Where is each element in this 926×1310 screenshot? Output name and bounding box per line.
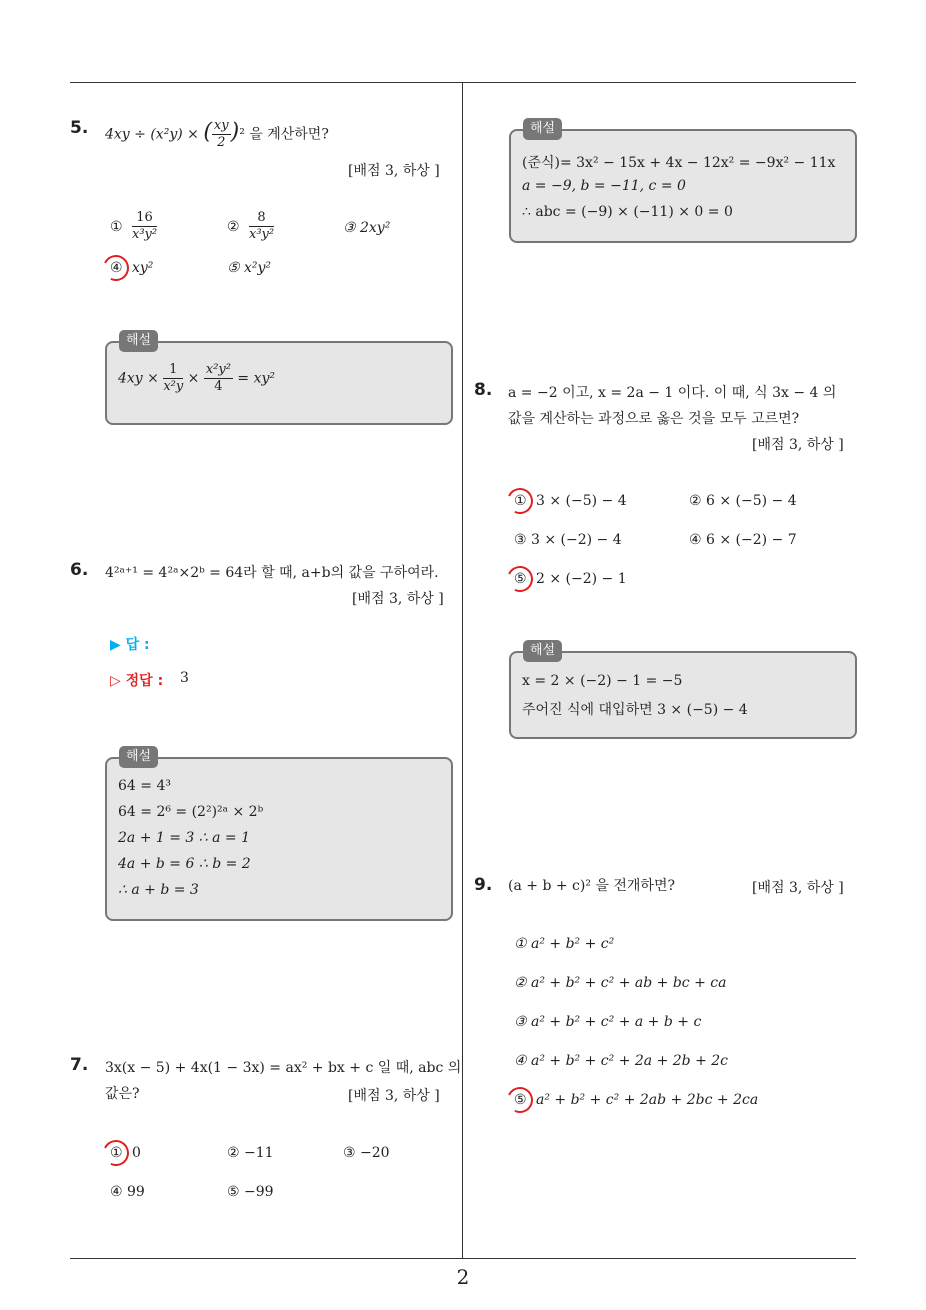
q9-meta: [배점 3, 하상 ]: [752, 880, 844, 896]
q7-choice-1[interactable]: ① 0: [110, 1145, 141, 1161]
q6-solution-tag: 해설: [119, 746, 158, 768]
q5-solution: 4xy × $\frac{1}{\text{x²y}}$ × $\frac{\text{x²y²}}{4}$ = xy²: [118, 362, 276, 394]
q9-choice-1[interactable]: ① a² + b² + c²: [514, 936, 615, 952]
q9-choice-2[interactable]: ② a² + b² + c² + ab + bc + ca: [514, 975, 727, 991]
q7-solution-line-1: (준식)= 3x² − 15x + 4x − 12x² = −9x² − 11x: [522, 155, 836, 171]
q6-correct-label: ▷ 정답 :: [110, 673, 164, 689]
page-number: 2: [456, 1265, 470, 1289]
q9-choice-5[interactable]: ⑤ a² + b² + c² + 2ab + 2bc + 2ca: [514, 1092, 759, 1108]
q7-meta: [배점 3, 하상 ]: [348, 1088, 440, 1104]
q8-solution-line-2: 주어진 식에 대입하면 3 × (−5) − 4: [522, 702, 748, 718]
q6-answer-label: ▶ 답 :: [110, 637, 150, 653]
q6-meta: [배점 3, 하상 ]: [352, 591, 444, 607]
q7-choice-4[interactable]: ④ 99: [110, 1184, 145, 1200]
answer-mark-icon: [503, 1083, 536, 1116]
q5-choice-3[interactable]: ③ 2xy²: [343, 220, 391, 236]
q8-solution-box: [509, 651, 857, 739]
q6-solution-line-5: ∴ a + b = 3: [118, 882, 199, 898]
answer-mark-icon: [99, 1136, 132, 1169]
q6-question: 4²ᵃ⁺¹ = 4²ᵃ×2ᵇ = 64라 할 때, a+b의 값을 구하여라.: [105, 565, 439, 581]
q5-choice-5[interactable]: ⑤ x²y²: [227, 260, 272, 276]
q8-choice-4[interactable]: ④ 6 × (−2) − 7: [689, 532, 797, 548]
q7-question-line-2: 값은?: [105, 1086, 140, 1102]
q7-solution-line-3: ∴ abc = (−9) × (−11) × 0 = 0: [522, 204, 733, 220]
q9-choice-4[interactable]: ④ a² + b² + c² + 2a + 2b + 2c: [514, 1053, 729, 1069]
q8-solution-tag: 해설: [523, 640, 562, 662]
q8-number: 8.: [474, 380, 493, 400]
q6-solution-line-4: 4a + b = 6 ∴ b = 2: [118, 856, 251, 872]
q9-choice-3[interactable]: ③ a² + b² + c² + a + b + c: [514, 1014, 702, 1030]
q6-solution-line-3: 2a + 1 = 3 ∴ a = 1: [118, 830, 251, 846]
q8-meta: [배점 3, 하상 ]: [752, 437, 844, 453]
q5-text-a: 4xy ÷ (x²y) ×: [105, 126, 204, 143]
q8-choice-1[interactable]: ① 3 × (−5) − 4: [514, 493, 627, 509]
top-rule: [70, 82, 856, 83]
q7-choice-3[interactable]: ③ −20: [343, 1145, 390, 1161]
q5-solution-tag: 해설: [119, 330, 158, 352]
q6-number: 6.: [70, 560, 89, 580]
q8-choice-3[interactable]: ③ 3 × (−2) − 4: [514, 532, 622, 548]
q7-solution-tag: 해설: [523, 118, 562, 140]
q9-number: 9.: [474, 875, 493, 895]
bottom-rule: [70, 1258, 856, 1259]
q7-choice-5[interactable]: ⑤ −99: [227, 1184, 274, 1200]
column-divider: [462, 83, 463, 1259]
q8-question-line-2: 값을 계산하는 과정으로 옳은 것을 모두 고르면?: [508, 411, 800, 427]
q5-choice-1[interactable]: ① $\frac{16}{\text{x³y²}}$: [110, 210, 158, 242]
q5-fraction: $\frac{xy}{2}$: [213, 118, 229, 150]
q5-number: 5.: [70, 118, 89, 138]
q7-question-line-1: 3x(x − 5) + 4x(1 − 3x) = ax² + bx + c 일 때, abc 의: [105, 1060, 462, 1076]
q5-question: 4xy ÷ (x²y) × ( $\frac{xy}{2}$ )² 을 계산하면?: [105, 118, 329, 150]
q8-question-line-1: a = −2 이고, x = 2a − 1 이다. 이 때, 식 3x − 4 의: [508, 385, 837, 401]
answer-mark-icon: [503, 562, 536, 595]
q5-choice-4[interactable]: ④ xy²: [110, 260, 154, 276]
q5-text-b: ² 을 계산하면?: [239, 126, 329, 143]
q7-number: 7.: [70, 1055, 89, 1075]
q7-choice-2[interactable]: ② −11: [227, 1145, 274, 1161]
q8-solution-line-1: x = 2 × (−2) − 1 = −5: [522, 673, 683, 689]
answer-mark-icon: [503, 484, 536, 517]
q6-solution-line-1: 64 = 4³: [118, 778, 171, 794]
q8-choice-2[interactable]: ② 6 × (−5) − 4: [689, 493, 797, 509]
q9-question: (a + b + c)² 을 전개하면?: [508, 878, 675, 894]
q6-correct-value: 3: [180, 670, 189, 686]
q7-solution-line-2: a = −9, b = −11, c = 0: [522, 178, 686, 194]
q8-choice-5[interactable]: ⑤ 2 × (−2) − 1: [514, 571, 627, 587]
answer-mark-icon: [99, 251, 132, 284]
q6-solution-line-2: 64 = 2⁶ = (2²)²ᵃ × 2ᵇ: [118, 804, 264, 820]
q5-meta: [배점 3, 하상 ]: [348, 163, 440, 179]
q5-choice-2[interactable]: ② $\frac{8}{\text{x³y²}}$: [227, 210, 275, 242]
